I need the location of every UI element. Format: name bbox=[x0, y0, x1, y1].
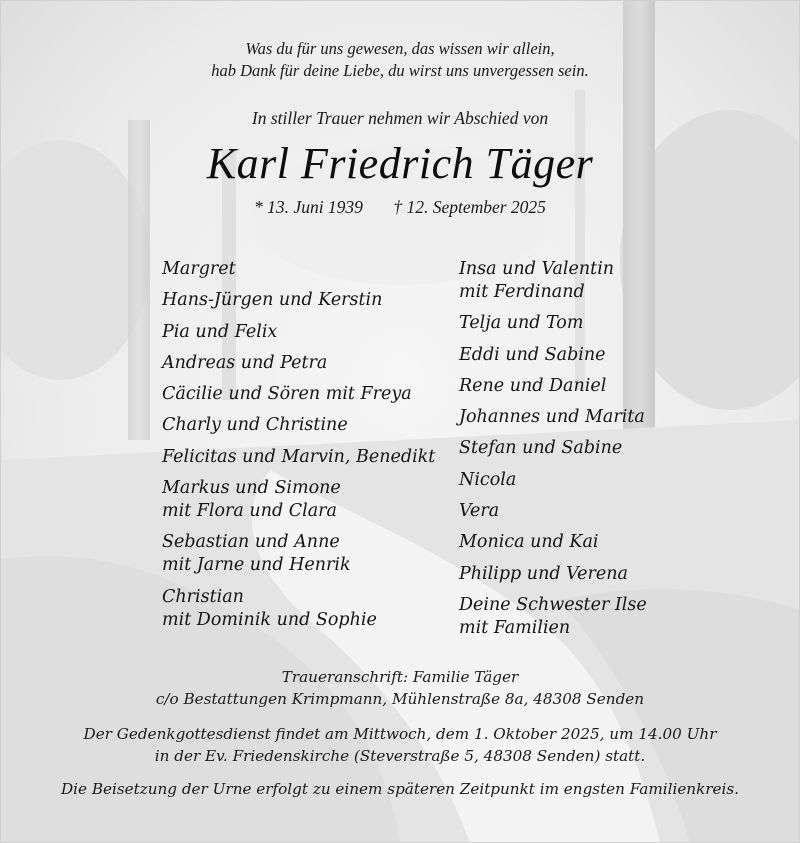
service-line-1: Der Gedenkgottesdienst findet am Mittwoch, dem 1. Oktober 2025, um 14.00 Uhr bbox=[83, 725, 717, 743]
mourner-entry: Philipp und Verena bbox=[459, 563, 628, 584]
death-date: † 12. September 2025 bbox=[393, 197, 546, 217]
mourner-entry: Cäcilie und Sören mit Freya bbox=[162, 384, 412, 405]
mourner-entry: Rene und Daniel bbox=[459, 375, 607, 396]
mourner-entry: Telja und Tom bbox=[459, 313, 584, 334]
mourner-entry: Insa und Valentin mit Ferdinand bbox=[459, 259, 615, 302]
mourner-entry: Deine Schwester Ilse mit Familien bbox=[459, 594, 647, 638]
mourner-entry: Hans-Jürgen und Kerstin bbox=[162, 290, 383, 311]
mourner-entry: Margret bbox=[162, 259, 236, 279]
motto-line-2: hab Dank für deine Liebe, du wirst uns unvergessen sein. bbox=[211, 61, 589, 80]
mourner-entry: Monica und Kai bbox=[459, 532, 599, 553]
mourner-entry: Stefan und Sabine bbox=[459, 438, 623, 459]
mourner-entry: Vera bbox=[459, 501, 500, 522]
mourner-entry: Sebastian und Anne mit Jarne und Henrik bbox=[162, 532, 351, 576]
mourner-entry: Christian mit Dominik und Sophie bbox=[162, 586, 377, 630]
burial-notice: Die Beisetzung der Urne erfolgt zu einem späteren Zeitpunkt im engsten Familienkreis. bbox=[60, 780, 740, 798]
life-dates bbox=[0, 197, 800, 218]
motto-verse bbox=[0, 38, 800, 82]
motto-line-1: Was du für uns gewesen, das wissen wir allein, bbox=[245, 39, 555, 58]
condolence-address bbox=[0, 666, 800, 710]
address-line-1: Traueranschrift: Familie Täger bbox=[281, 668, 519, 686]
mourner-entry: Johannes und Marita bbox=[459, 407, 645, 428]
birth-date: * 13. Juni 1939 bbox=[254, 197, 363, 217]
memorial-service-info bbox=[0, 723, 800, 767]
mourner-entry: Eddi und Sabine bbox=[459, 344, 606, 365]
mourner-entry: Nicola bbox=[459, 469, 517, 490]
service-line-2: in der Ev. Friedenskirche (Steverstraße 5, 48308 Senden) statt. bbox=[154, 747, 646, 765]
mourner-entry: Pia und Felix bbox=[162, 321, 278, 342]
mourner-entry: Felicitas und Marvin, Benedikt bbox=[162, 446, 436, 467]
mourners-right-column bbox=[459, 258, 719, 648]
address-line-2: c/o Bestattungen Krimpmann, Mühlenstraße 8a, 48308 Senden bbox=[155, 690, 645, 708]
intro-text: In stiller Trauer nehmen wir Abschied von bbox=[251, 108, 549, 128]
deceased-name: Karl Friedrich Täger bbox=[206, 139, 594, 188]
mourner-entry: Markus und Simone mit Flora und Clara bbox=[162, 478, 341, 522]
mourner-entry: Andreas und Petra bbox=[162, 352, 328, 373]
mourners-left-column bbox=[162, 258, 452, 640]
mourner-entry: Charly und Christine bbox=[162, 415, 348, 436]
